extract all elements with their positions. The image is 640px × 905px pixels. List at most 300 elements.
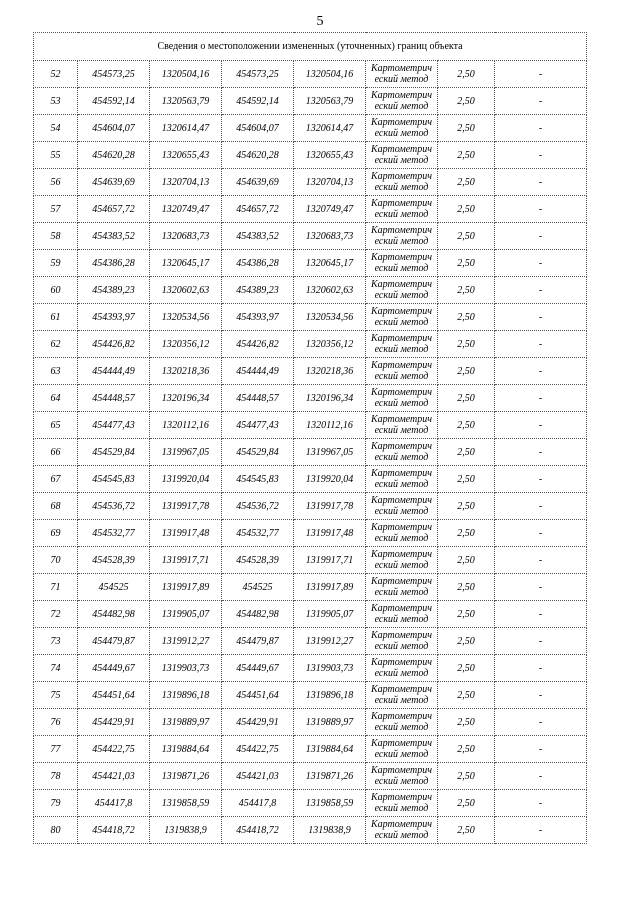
accuracy-cell: 2,50 xyxy=(438,196,495,223)
existing-x-cell: 454421,03 xyxy=(78,763,150,790)
method-line-1: Картометрич xyxy=(370,603,433,614)
method-line-2: еский метод xyxy=(374,128,429,139)
existing-x-cell: 454417,8 xyxy=(78,790,150,817)
accuracy-cell: 2,50 xyxy=(438,115,495,142)
existing-x-cell: 454532,77 xyxy=(78,520,150,547)
refined-x-cell: 454545,83 xyxy=(222,466,294,493)
point-number-cell: 63 xyxy=(34,358,78,385)
description-cell: - xyxy=(495,277,587,304)
refined-y-cell: 1320683,73 xyxy=(294,223,366,250)
method-cell xyxy=(366,88,438,115)
page-number: 5 xyxy=(316,14,324,29)
method-cell xyxy=(366,628,438,655)
method-cell xyxy=(366,250,438,277)
existing-y-cell: 1319889,97 xyxy=(150,709,222,736)
refined-y-cell: 1319920,04 xyxy=(294,466,366,493)
table-row xyxy=(34,142,587,169)
point-number-cell: 56 xyxy=(34,169,78,196)
table-row xyxy=(34,628,587,655)
method-cell xyxy=(366,520,438,547)
existing-x-cell: 454657,72 xyxy=(78,196,150,223)
existing-y-cell: 1319838,9 xyxy=(150,817,222,844)
existing-y-cell: 1320112,16 xyxy=(150,412,222,439)
point-number-cell: 59 xyxy=(34,250,78,277)
method-line-1: Картометрич xyxy=(370,738,433,749)
description-cell: - xyxy=(495,736,587,763)
refined-y-cell: 1319917,71 xyxy=(294,547,366,574)
point-number-cell: 64 xyxy=(34,385,78,412)
existing-y-cell: 1320645,17 xyxy=(150,250,222,277)
method-line-1: Картометрич xyxy=(370,468,433,479)
existing-x-cell: 454393,97 xyxy=(78,304,150,331)
point-number-cell: 62 xyxy=(34,331,78,358)
table-row xyxy=(34,574,587,601)
method-line-1: Картометрич xyxy=(370,819,433,830)
description-cell: - xyxy=(495,331,587,358)
method-cell xyxy=(366,466,438,493)
method-line-2: еский метод xyxy=(374,533,429,544)
method-line-2: еский метод xyxy=(374,182,429,193)
refined-x-cell: 454448,57 xyxy=(222,385,294,412)
refined-y-cell: 1319912,27 xyxy=(294,628,366,655)
method-cell xyxy=(366,115,438,142)
accuracy-cell: 2,50 xyxy=(438,412,495,439)
point-number-cell: 68 xyxy=(34,493,78,520)
existing-x-cell: 454592,14 xyxy=(78,88,150,115)
refined-x-cell: 454639,69 xyxy=(222,169,294,196)
existing-y-cell: 1320683,73 xyxy=(150,223,222,250)
table-row xyxy=(34,331,587,358)
refined-y-cell: 1320218,36 xyxy=(294,358,366,385)
method-line-1: Картометрич xyxy=(370,333,433,344)
method-cell xyxy=(366,331,438,358)
refined-y-cell: 1319871,26 xyxy=(294,763,366,790)
description-cell: - xyxy=(495,169,587,196)
refined-x-cell: 454422,75 xyxy=(222,736,294,763)
method-line-2: еский метод xyxy=(374,695,429,706)
refined-x-cell: 454525 xyxy=(222,574,294,601)
method-cell xyxy=(366,439,438,466)
accuracy-cell: 2,50 xyxy=(438,439,495,466)
method-line-2: еский метод xyxy=(374,290,429,301)
existing-y-cell: 1319858,59 xyxy=(150,790,222,817)
table-row xyxy=(34,304,587,331)
method-cell xyxy=(366,412,438,439)
accuracy-cell: 2,50 xyxy=(438,655,495,682)
refined-y-cell: 1319884,64 xyxy=(294,736,366,763)
method-line-1: Картометрич xyxy=(370,792,433,803)
table-row xyxy=(34,466,587,493)
refined-y-cell: 1319967,05 xyxy=(294,439,366,466)
description-cell: - xyxy=(495,601,587,628)
method-line-1: Картометрич xyxy=(370,657,433,668)
method-cell xyxy=(366,385,438,412)
table-row xyxy=(34,709,587,736)
refined-y-cell: 1320645,17 xyxy=(294,250,366,277)
table-row xyxy=(34,250,587,277)
method-cell xyxy=(366,709,438,736)
method-line-1: Картометрич xyxy=(370,306,433,317)
description-cell: - xyxy=(495,763,587,790)
method-line-1: Картометрич xyxy=(370,684,433,695)
table-title: Сведения о местоположении измененных (уточненных) границ объекта xyxy=(34,33,587,61)
existing-x-cell: 454422,75 xyxy=(78,736,150,763)
refined-y-cell: 1319905,07 xyxy=(294,601,366,628)
refined-y-cell: 1320112,16 xyxy=(294,412,366,439)
method-line-2: еский метод xyxy=(374,614,429,625)
method-line-2: еский метод xyxy=(374,587,429,598)
method-line-1: Картометрич xyxy=(370,630,433,641)
accuracy-cell: 2,50 xyxy=(438,817,495,844)
point-number-cell: 73 xyxy=(34,628,78,655)
existing-y-cell: 1319917,78 xyxy=(150,493,222,520)
point-number-cell: 65 xyxy=(34,412,78,439)
refined-x-cell: 454386,28 xyxy=(222,250,294,277)
accuracy-cell: 2,50 xyxy=(438,520,495,547)
existing-x-cell: 454383,52 xyxy=(78,223,150,250)
refined-x-cell: 454449,67 xyxy=(222,655,294,682)
refined-x-cell: 454529,84 xyxy=(222,439,294,466)
point-number-cell: 67 xyxy=(34,466,78,493)
method-cell xyxy=(366,358,438,385)
accuracy-cell: 2,50 xyxy=(438,385,495,412)
refined-y-cell: 1320602,63 xyxy=(294,277,366,304)
accuracy-cell: 2,50 xyxy=(438,547,495,574)
refined-y-cell: 1319889,97 xyxy=(294,709,366,736)
method-cell xyxy=(366,601,438,628)
method-line-2: еский метод xyxy=(374,425,429,436)
table-row xyxy=(34,736,587,763)
existing-y-cell: 1320602,63 xyxy=(150,277,222,304)
description-cell: - xyxy=(495,223,587,250)
point-number-cell: 53 xyxy=(34,88,78,115)
method-cell xyxy=(366,817,438,844)
table-row xyxy=(34,763,587,790)
method-line-2: еский метод xyxy=(374,344,429,355)
method-line-1: Картометрич xyxy=(370,117,433,128)
method-line-2: еский метод xyxy=(374,749,429,760)
method-line-2: еский метод xyxy=(374,398,429,409)
refined-y-cell: 1320196,34 xyxy=(294,385,366,412)
existing-y-cell: 1320196,34 xyxy=(150,385,222,412)
table-row xyxy=(34,88,587,115)
existing-y-cell: 1319896,18 xyxy=(150,682,222,709)
point-number-cell: 80 xyxy=(34,817,78,844)
existing-y-cell: 1320655,43 xyxy=(150,142,222,169)
method-line-2: еский метод xyxy=(374,722,429,733)
table-row xyxy=(34,520,587,547)
existing-y-cell: 1320614,47 xyxy=(150,115,222,142)
method-cell xyxy=(366,223,438,250)
refined-y-cell: 1320749,47 xyxy=(294,196,366,223)
method-cell xyxy=(366,169,438,196)
existing-x-cell: 454536,72 xyxy=(78,493,150,520)
existing-x-cell: 454448,57 xyxy=(78,385,150,412)
table-row xyxy=(34,169,587,196)
existing-y-cell: 1319884,64 xyxy=(150,736,222,763)
refined-y-cell: 1320614,47 xyxy=(294,115,366,142)
refined-y-cell: 1319917,89 xyxy=(294,574,366,601)
existing-x-cell: 454620,28 xyxy=(78,142,150,169)
point-number-cell: 70 xyxy=(34,547,78,574)
description-cell: - xyxy=(495,196,587,223)
refined-y-cell: 1319896,18 xyxy=(294,682,366,709)
method-line-1: Картометрич xyxy=(370,63,433,74)
description-cell: - xyxy=(495,547,587,574)
refined-x-cell: 454421,03 xyxy=(222,763,294,790)
description-cell: - xyxy=(495,304,587,331)
method-line-1: Картометрич xyxy=(370,387,433,398)
existing-x-cell: 454426,82 xyxy=(78,331,150,358)
existing-x-cell: 454479,87 xyxy=(78,628,150,655)
point-number-cell: 66 xyxy=(34,439,78,466)
refined-x-cell: 454383,52 xyxy=(222,223,294,250)
existing-x-cell: 454451,64 xyxy=(78,682,150,709)
accuracy-cell: 2,50 xyxy=(438,358,495,385)
method-line-2: еский метод xyxy=(374,236,429,247)
refined-x-cell: 454536,72 xyxy=(222,493,294,520)
table-row xyxy=(34,61,587,88)
method-line-2: еский метод xyxy=(374,803,429,814)
method-cell xyxy=(366,547,438,574)
accuracy-cell: 2,50 xyxy=(438,601,495,628)
refined-y-cell: 1320534,56 xyxy=(294,304,366,331)
existing-x-cell: 454573,25 xyxy=(78,61,150,88)
accuracy-cell: 2,50 xyxy=(438,574,495,601)
description-cell: - xyxy=(495,250,587,277)
method-cell xyxy=(366,790,438,817)
table-row xyxy=(34,493,587,520)
method-line-1: Картометрич xyxy=(370,144,433,155)
method-line-2: еский метод xyxy=(374,74,429,85)
method-cell xyxy=(366,196,438,223)
point-number-cell: 52 xyxy=(34,61,78,88)
refined-x-cell: 454393,97 xyxy=(222,304,294,331)
table-row xyxy=(34,277,587,304)
method-cell xyxy=(366,736,438,763)
method-line-1: Картометрич xyxy=(370,360,433,371)
table-row xyxy=(34,817,587,844)
refined-x-cell: 454417,8 xyxy=(222,790,294,817)
method-line-2: еский метод xyxy=(374,776,429,787)
refined-y-cell: 1320704,13 xyxy=(294,169,366,196)
existing-x-cell: 454444,49 xyxy=(78,358,150,385)
existing-y-cell: 1319903,73 xyxy=(150,655,222,682)
accuracy-cell: 2,50 xyxy=(438,277,495,304)
refined-y-cell: 1319917,78 xyxy=(294,493,366,520)
method-line-2: еский метод xyxy=(374,830,429,841)
table-row xyxy=(34,223,587,250)
refined-y-cell: 1319838,9 xyxy=(294,817,366,844)
boundary-coordinates-table xyxy=(33,32,587,844)
existing-y-cell: 1320356,12 xyxy=(150,331,222,358)
method-line-2: еский метод xyxy=(374,101,429,112)
method-line-1: Картометрич xyxy=(370,576,433,587)
table-row xyxy=(34,601,587,628)
method-cell xyxy=(366,574,438,601)
point-number-cell: 76 xyxy=(34,709,78,736)
refined-x-cell: 454528,39 xyxy=(222,547,294,574)
table-row xyxy=(34,655,587,682)
method-cell xyxy=(366,493,438,520)
refined-x-cell: 454479,87 xyxy=(222,628,294,655)
method-line-2: еский метод xyxy=(374,668,429,679)
description-cell: - xyxy=(495,817,587,844)
method-line-2: еский метод xyxy=(374,317,429,328)
description-cell: - xyxy=(495,790,587,817)
accuracy-cell: 2,50 xyxy=(438,466,495,493)
table-row xyxy=(34,385,587,412)
description-cell: - xyxy=(495,493,587,520)
method-cell xyxy=(366,763,438,790)
refined-x-cell: 454477,43 xyxy=(222,412,294,439)
description-cell: - xyxy=(495,520,587,547)
point-number-cell: 77 xyxy=(34,736,78,763)
point-number-cell: 79 xyxy=(34,790,78,817)
refined-y-cell: 1319858,59 xyxy=(294,790,366,817)
table-title-row xyxy=(34,33,587,61)
existing-x-cell: 454386,28 xyxy=(78,250,150,277)
existing-y-cell: 1319920,04 xyxy=(150,466,222,493)
method-line-1: Картометрич xyxy=(370,522,433,533)
description-cell: - xyxy=(495,709,587,736)
existing-x-cell: 454525 xyxy=(78,574,150,601)
method-line-2: еский метод xyxy=(374,641,429,652)
refined-y-cell: 1319917,48 xyxy=(294,520,366,547)
existing-y-cell: 1320218,36 xyxy=(150,358,222,385)
description-cell: - xyxy=(495,439,587,466)
accuracy-cell: 2,50 xyxy=(438,763,495,790)
method-line-1: Картометрич xyxy=(370,711,433,722)
refined-x-cell: 454604,07 xyxy=(222,115,294,142)
description-cell: - xyxy=(495,142,587,169)
existing-x-cell: 454449,67 xyxy=(78,655,150,682)
point-number-cell: 78 xyxy=(34,763,78,790)
method-line-2: еский метод xyxy=(374,560,429,571)
method-line-1: Картометрич xyxy=(370,90,433,101)
refined-x-cell: 454657,72 xyxy=(222,196,294,223)
method-line-1: Картометрич xyxy=(370,198,433,209)
point-number-cell: 58 xyxy=(34,223,78,250)
existing-x-cell: 454604,07 xyxy=(78,115,150,142)
refined-y-cell: 1320655,43 xyxy=(294,142,366,169)
description-cell: - xyxy=(495,466,587,493)
table-row xyxy=(34,790,587,817)
description-cell: - xyxy=(495,88,587,115)
existing-x-cell: 454418,72 xyxy=(78,817,150,844)
method-cell xyxy=(366,61,438,88)
description-cell: - xyxy=(495,574,587,601)
existing-x-cell: 454545,83 xyxy=(78,466,150,493)
method-line-2: еский метод xyxy=(374,155,429,166)
table-row xyxy=(34,547,587,574)
accuracy-cell: 2,50 xyxy=(438,169,495,196)
accuracy-cell: 2,50 xyxy=(438,61,495,88)
accuracy-cell: 2,50 xyxy=(438,88,495,115)
refined-x-cell: 454451,64 xyxy=(222,682,294,709)
description-cell: - xyxy=(495,655,587,682)
existing-x-cell: 454477,43 xyxy=(78,412,150,439)
existing-x-cell: 454639,69 xyxy=(78,169,150,196)
accuracy-cell: 2,50 xyxy=(438,709,495,736)
accuracy-cell: 2,50 xyxy=(438,736,495,763)
existing-y-cell: 1320749,47 xyxy=(150,196,222,223)
point-number-cell: 74 xyxy=(34,655,78,682)
point-number-cell: 54 xyxy=(34,115,78,142)
accuracy-cell: 2,50 xyxy=(438,790,495,817)
method-cell xyxy=(366,277,438,304)
existing-y-cell: 1319917,89 xyxy=(150,574,222,601)
point-number-cell: 57 xyxy=(34,196,78,223)
refined-x-cell: 454532,77 xyxy=(222,520,294,547)
existing-y-cell: 1319917,48 xyxy=(150,520,222,547)
point-number-cell: 60 xyxy=(34,277,78,304)
method-line-1: Картометрич xyxy=(370,495,433,506)
existing-y-cell: 1319967,05 xyxy=(150,439,222,466)
accuracy-cell: 2,50 xyxy=(438,223,495,250)
description-cell: - xyxy=(495,412,587,439)
description-cell: - xyxy=(495,358,587,385)
point-number-cell: 69 xyxy=(34,520,78,547)
existing-x-cell: 454389,23 xyxy=(78,277,150,304)
accuracy-cell: 2,50 xyxy=(438,682,495,709)
description-cell: - xyxy=(495,628,587,655)
description-cell: - xyxy=(495,385,587,412)
table-row xyxy=(34,682,587,709)
method-cell xyxy=(366,655,438,682)
method-line-1: Картометрич xyxy=(370,279,433,290)
method-line-2: еский метод xyxy=(374,371,429,382)
accuracy-cell: 2,50 xyxy=(438,331,495,358)
refined-x-cell: 454418,72 xyxy=(222,817,294,844)
method-line-2: еский метод xyxy=(374,263,429,274)
accuracy-cell: 2,50 xyxy=(438,142,495,169)
point-number-cell: 72 xyxy=(34,601,78,628)
method-cell xyxy=(366,682,438,709)
existing-y-cell: 1320534,56 xyxy=(150,304,222,331)
existing-x-cell: 454429,91 xyxy=(78,709,150,736)
point-number-cell: 71 xyxy=(34,574,78,601)
refined-x-cell: 454444,49 xyxy=(222,358,294,385)
method-line-1: Картометрич xyxy=(370,414,433,425)
method-line-1: Картометрич xyxy=(370,252,433,263)
refined-y-cell: 1319903,73 xyxy=(294,655,366,682)
existing-y-cell: 1319871,26 xyxy=(150,763,222,790)
table-row xyxy=(34,412,587,439)
table-row xyxy=(34,115,587,142)
existing-x-cell: 454482,98 xyxy=(78,601,150,628)
method-line-2: еский метод xyxy=(374,209,429,220)
accuracy-cell: 2,50 xyxy=(438,628,495,655)
refined-y-cell: 1320504,16 xyxy=(294,61,366,88)
description-cell: - xyxy=(495,61,587,88)
description-cell: - xyxy=(495,115,587,142)
description-cell: - xyxy=(495,682,587,709)
existing-y-cell: 1320563,79 xyxy=(150,88,222,115)
method-line-1: Картометрич xyxy=(370,441,433,452)
existing-y-cell: 1320704,13 xyxy=(150,169,222,196)
method-line-2: еский метод xyxy=(374,479,429,490)
method-line-2: еский метод xyxy=(374,452,429,463)
method-line-1: Картометрич xyxy=(370,549,433,560)
refined-x-cell: 454620,28 xyxy=(222,142,294,169)
point-number-cell: 75 xyxy=(34,682,78,709)
refined-y-cell: 1320563,79 xyxy=(294,88,366,115)
method-cell xyxy=(366,142,438,169)
refined-x-cell: 454426,82 xyxy=(222,331,294,358)
refined-x-cell: 454389,23 xyxy=(222,277,294,304)
point-number-cell: 55 xyxy=(34,142,78,169)
